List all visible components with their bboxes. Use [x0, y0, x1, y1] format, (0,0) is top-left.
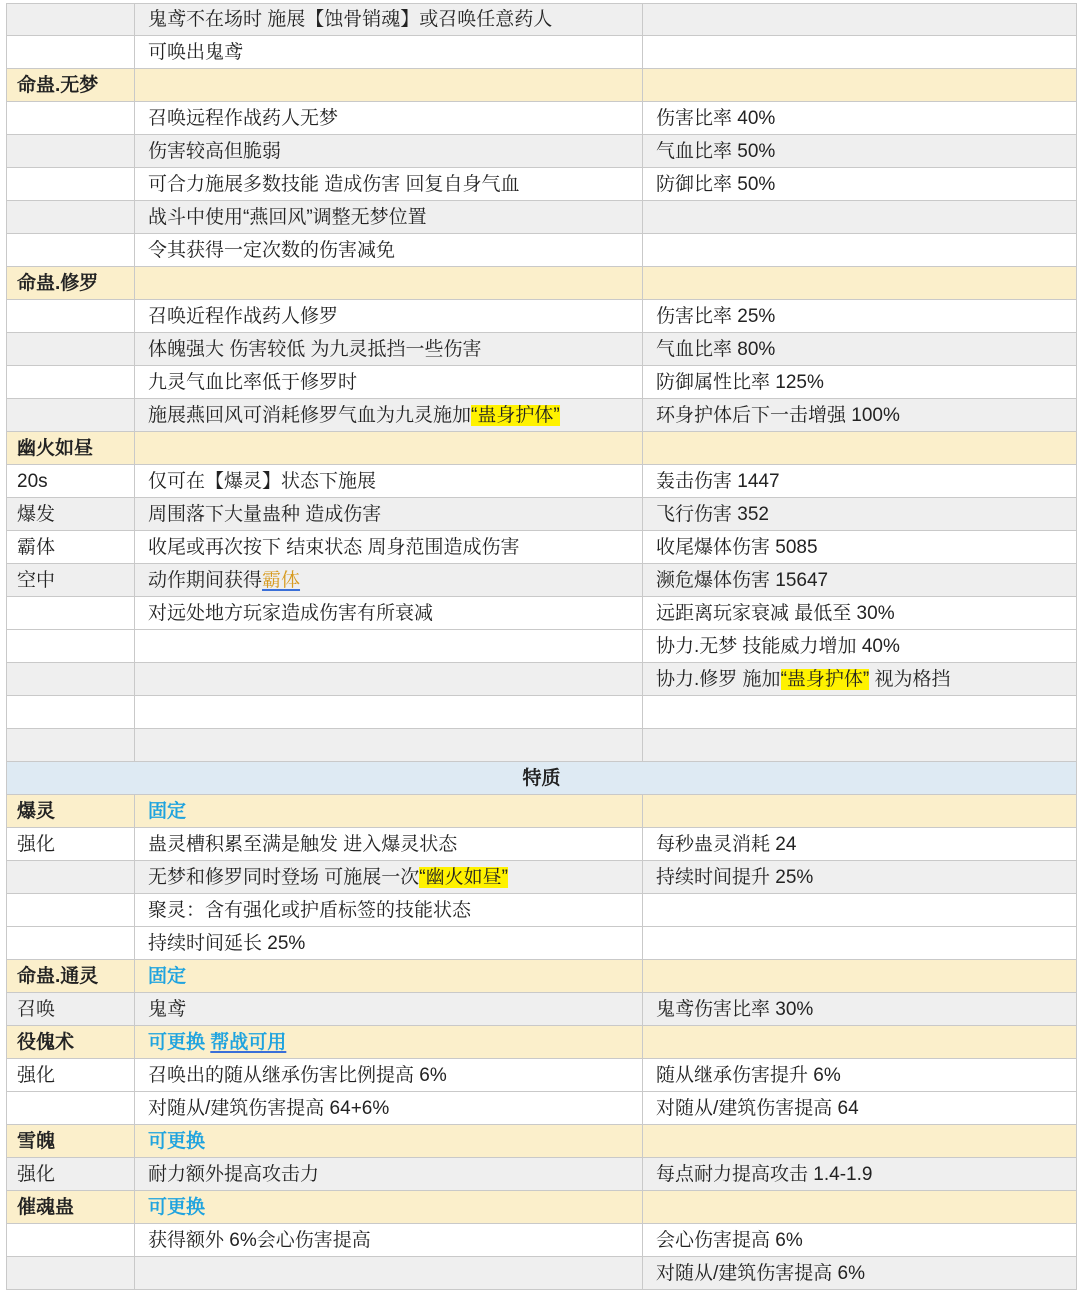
- table-row: [6, 36, 1077, 69]
- stat-text: 会心伤害提高 6%: [656, 1230, 803, 1251]
- cell-c3[interactable]: [643, 960, 1077, 993]
- cell-c1[interactable]: [6, 135, 135, 168]
- description-text: [148, 960, 186, 993]
- table-row: [6, 234, 1077, 267]
- description-text: 收尾或再次按下 结束状态 周身范围造成伤害: [148, 537, 520, 558]
- description-text: 周围落下大量蛊种 造成伤害: [148, 504, 382, 525]
- table-row: [6, 1224, 1077, 1257]
- cell-c3[interactable]: [643, 927, 1077, 960]
- stat-text: [656, 663, 951, 696]
- description-text: 聚灵：含有强化或护盾标签的技能状态: [148, 900, 472, 921]
- row-label: 20s: [17, 471, 48, 492]
- description-part: 施展燕回风可消耗修罗气血为九灵施加: [148, 405, 472, 426]
- group-title: 命蛊.通灵: [17, 966, 99, 987]
- section-header-row: [6, 762, 1077, 795]
- cell-c1[interactable]: [6, 168, 135, 201]
- description-text: 对远处地方玩家造成伤害有所衰减: [148, 603, 434, 624]
- cell-c3[interactable]: [643, 3, 1077, 36]
- group-header-row: [6, 1125, 1077, 1158]
- table-row: [6, 366, 1077, 399]
- table-row: [6, 597, 1077, 630]
- table-row: [6, 102, 1077, 135]
- group-header-row: [6, 267, 1077, 300]
- stat-text: 气血比率 50%: [656, 141, 776, 162]
- table-row: [6, 927, 1077, 960]
- stat-text: 收尾爆体伤害 5085: [656, 537, 818, 558]
- table-row: [6, 696, 1077, 729]
- table-row: [6, 498, 1077, 531]
- table-row: [6, 894, 1077, 927]
- description-text: [148, 861, 508, 894]
- description-text: [148, 795, 186, 828]
- description-text: 仅可在【爆灵】状态下施展: [148, 471, 377, 492]
- group-title: 幽火如昼: [17, 438, 94, 459]
- cell-c2[interactable]: [135, 432, 643, 465]
- stat-text: 轰击伤害 1447: [656, 471, 780, 492]
- cell-c1[interactable]: [6, 300, 135, 333]
- table-row: [6, 201, 1077, 234]
- description-text: 体魄强大 伤害较低 为九灵抵挡一些伤害: [148, 339, 482, 360]
- description-text: 持续时间延长 25%: [148, 933, 306, 954]
- cell-c2[interactable]: [135, 795, 643, 828]
- table-row: [6, 399, 1077, 432]
- group-header-row: [6, 1026, 1077, 1059]
- row-divider: [6, 1289, 1077, 1290]
- group-title: 役傀术: [17, 1032, 75, 1053]
- cell-c3[interactable]: [643, 1026, 1077, 1059]
- cell-c1[interactable]: [6, 696, 135, 729]
- stat-text: 协力.无梦 技能威力增加 40%: [656, 636, 900, 657]
- description-text: 战斗中使用“燕回风”调整无梦位置: [148, 207, 427, 228]
- stat-text: 持续时间提升 25%: [656, 867, 814, 888]
- table-row: [6, 828, 1077, 861]
- stat-text: 飞行伤害 352: [656, 504, 769, 525]
- tag-label: 固定: [148, 801, 187, 822]
- description-text: 鬼鸢不在场时 施展【蚀骨销魂】或召唤任意药人: [148, 9, 553, 30]
- cell-c2[interactable]: [135, 69, 643, 102]
- row-label: 爆发: [17, 504, 56, 525]
- description-text: 获得额外 6%会心伤害提高: [148, 1230, 371, 1251]
- group-header-row: [6, 69, 1077, 102]
- cell-c2[interactable]: [135, 630, 643, 663]
- row-label: 强化: [17, 1065, 56, 1086]
- table-row: [6, 630, 1077, 663]
- stat-text: 环身护体后下一击增强 100%: [656, 405, 900, 426]
- description-text: 令其获得一定次数的伤害减免: [148, 240, 396, 261]
- tag-label: 可更换: [148, 1197, 206, 1218]
- cell-c2[interactable]: [135, 1257, 643, 1290]
- row-label: 召唤: [17, 999, 56, 1020]
- cell-c3[interactable]: [643, 696, 1077, 729]
- highlighted-term: “蛊身护体”: [471, 405, 560, 426]
- table-row: [6, 531, 1077, 564]
- description-text: [148, 1026, 286, 1059]
- stat-text: 对随从/建筑伤害提高 64: [656, 1098, 859, 1119]
- cell-c3[interactable]: [643, 795, 1077, 828]
- cell-c1[interactable]: [6, 861, 135, 894]
- spreadsheet: [6, 3, 1077, 1290]
- cell-c2[interactable]: [135, 1191, 643, 1224]
- stat-text: 气血比率 80%: [656, 339, 776, 360]
- table-row: [6, 663, 1077, 696]
- cell-c2[interactable]: [135, 663, 643, 696]
- highlighted-term: “幽火如昼”: [419, 867, 508, 888]
- table-row: [6, 1092, 1077, 1125]
- cell-c1[interactable]: [6, 234, 135, 267]
- cell-c3[interactable]: [643, 267, 1077, 300]
- cell-c1[interactable]: [6, 663, 135, 696]
- cell-c1[interactable]: [6, 597, 135, 630]
- group-title: 雪魄: [17, 1131, 56, 1152]
- table-row: [6, 3, 1077, 36]
- tag-label: 固定: [148, 966, 187, 987]
- cell-c2[interactable]: [135, 696, 643, 729]
- cell-c3[interactable]: [643, 69, 1077, 102]
- cell-c3[interactable]: [643, 729, 1077, 762]
- group-header-row: [6, 1191, 1077, 1224]
- description-part: 动作期间获得: [148, 570, 263, 591]
- stat-text: 濒危爆体伤害 15647: [656, 570, 829, 591]
- tag-label: 可更换: [148, 1131, 206, 1152]
- table-row: [6, 1257, 1077, 1290]
- group-header-row: [6, 432, 1077, 465]
- cell-c1[interactable]: [6, 729, 135, 762]
- group-header-row: [6, 960, 1077, 993]
- row-label: 空中: [17, 570, 56, 591]
- cell-c2[interactable]: [135, 993, 643, 1026]
- section-title: 特质: [522, 768, 561, 789]
- stat-part: 视为格挡: [869, 669, 951, 690]
- tag-label: 可更换: [148, 1032, 206, 1053]
- highlighted-term: “蛊身护体”: [780, 669, 870, 690]
- stat-text: 每点耐力提高攻击 1.4-1.9: [656, 1164, 873, 1185]
- description-text: [148, 399, 560, 432]
- description-text: 耐力额外提高攻击力: [148, 1164, 320, 1185]
- table-row: [6, 564, 1077, 597]
- description-text: 可唤出鬼鸢: [148, 42, 244, 63]
- table-row: [6, 135, 1077, 168]
- stat-text: 对随从/建筑伤害提高 6%: [656, 1263, 866, 1284]
- description-text: [148, 564, 300, 597]
- table-row: [6, 1158, 1077, 1191]
- group-title: 命蛊.无梦: [17, 75, 99, 96]
- table-row: [6, 300, 1077, 333]
- cell-c1[interactable]: [6, 102, 135, 135]
- cell-c2[interactable]: [135, 267, 643, 300]
- cell-c2[interactable]: [135, 960, 643, 993]
- cell-c1[interactable]: [6, 927, 135, 960]
- group-title: 催魂蛊: [17, 1197, 75, 1218]
- cell-c1[interactable]: [6, 3, 135, 36]
- stat-text: 远距离玩家衰减 最低至 30%: [656, 603, 895, 624]
- description-text: 鬼鸢: [148, 999, 187, 1020]
- cell-c3[interactable]: [643, 432, 1077, 465]
- cell-c2[interactable]: [135, 1125, 643, 1158]
- cell-c3[interactable]: [643, 1125, 1077, 1158]
- description-text: [148, 1125, 205, 1158]
- cell-c1[interactable]: [6, 894, 135, 927]
- cell-c3[interactable]: [643, 894, 1077, 927]
- description-text: 蛊灵槽积累至满是触发 进入爆灵状态: [148, 834, 458, 855]
- stat-text: 随从继承伤害提升 6%: [656, 1065, 841, 1086]
- stat-text: 伤害比率 40%: [656, 108, 776, 129]
- description-text: 召唤远程作战药人无梦: [148, 108, 339, 129]
- cell-c1[interactable]: [6, 1092, 135, 1125]
- stat-text: 防御属性比率 125%: [656, 372, 824, 393]
- table-row: [6, 993, 1077, 1026]
- cell-c1[interactable]: [6, 1257, 135, 1290]
- description-text: [148, 1191, 205, 1224]
- row-label: 强化: [17, 1164, 56, 1185]
- table-row: [6, 168, 1077, 201]
- cell-c3[interactable]: [643, 36, 1077, 69]
- stat-text: 鬼鸢伤害比率 30%: [656, 999, 814, 1020]
- description-text: 召唤近程作战药人修罗: [148, 306, 339, 327]
- description-text: 伤害较高但脆弱: [148, 141, 282, 162]
- highlighted-term: 霸体: [262, 570, 301, 591]
- table-row: [6, 1059, 1077, 1092]
- description-text: 九灵气血比率低于修罗时: [148, 372, 358, 393]
- cell-c1[interactable]: [6, 366, 135, 399]
- description-text: 可合力施展多数技能 造成伤害 回复自身气血: [148, 174, 520, 195]
- row-label: 强化: [17, 834, 56, 855]
- tag-label: 帮战可用: [210, 1032, 287, 1053]
- table-row: [6, 465, 1077, 498]
- cell-c3[interactable]: [643, 1191, 1077, 1224]
- cell-c1[interactable]: [6, 630, 135, 663]
- table-row: [6, 333, 1077, 366]
- description-text: 召唤出的随从继承伤害比例提高 6%: [148, 1065, 447, 1086]
- cell-c1[interactable]: [6, 201, 135, 234]
- description-part: 无梦和修罗同时登场 可施展一次: [148, 867, 420, 888]
- table-row: [6, 861, 1077, 894]
- cell-c1[interactable]: [6, 1224, 135, 1257]
- row-label: 霸体: [17, 537, 56, 558]
- stat-text: 每秒蛊灵消耗 24: [656, 834, 797, 855]
- cell-c2[interactable]: [135, 729, 643, 762]
- cell-c1[interactable]: [6, 399, 135, 432]
- cell-c3[interactable]: [643, 201, 1077, 234]
- stat-part: 协力.修罗 施加: [656, 669, 781, 690]
- group-title: 爆灵: [17, 801, 56, 822]
- cell-c3[interactable]: [643, 234, 1077, 267]
- cell-c1[interactable]: [6, 333, 135, 366]
- stat-text: 防御比率 50%: [656, 174, 776, 195]
- cell-c1[interactable]: [6, 36, 135, 69]
- description-text: 对随从/建筑伤害提高 64+6%: [148, 1098, 390, 1119]
- group-title: 命蛊.修罗: [17, 273, 99, 294]
- group-header-row: [6, 795, 1077, 828]
- stat-text: 伤害比率 25%: [656, 306, 776, 327]
- table-row: [6, 729, 1077, 762]
